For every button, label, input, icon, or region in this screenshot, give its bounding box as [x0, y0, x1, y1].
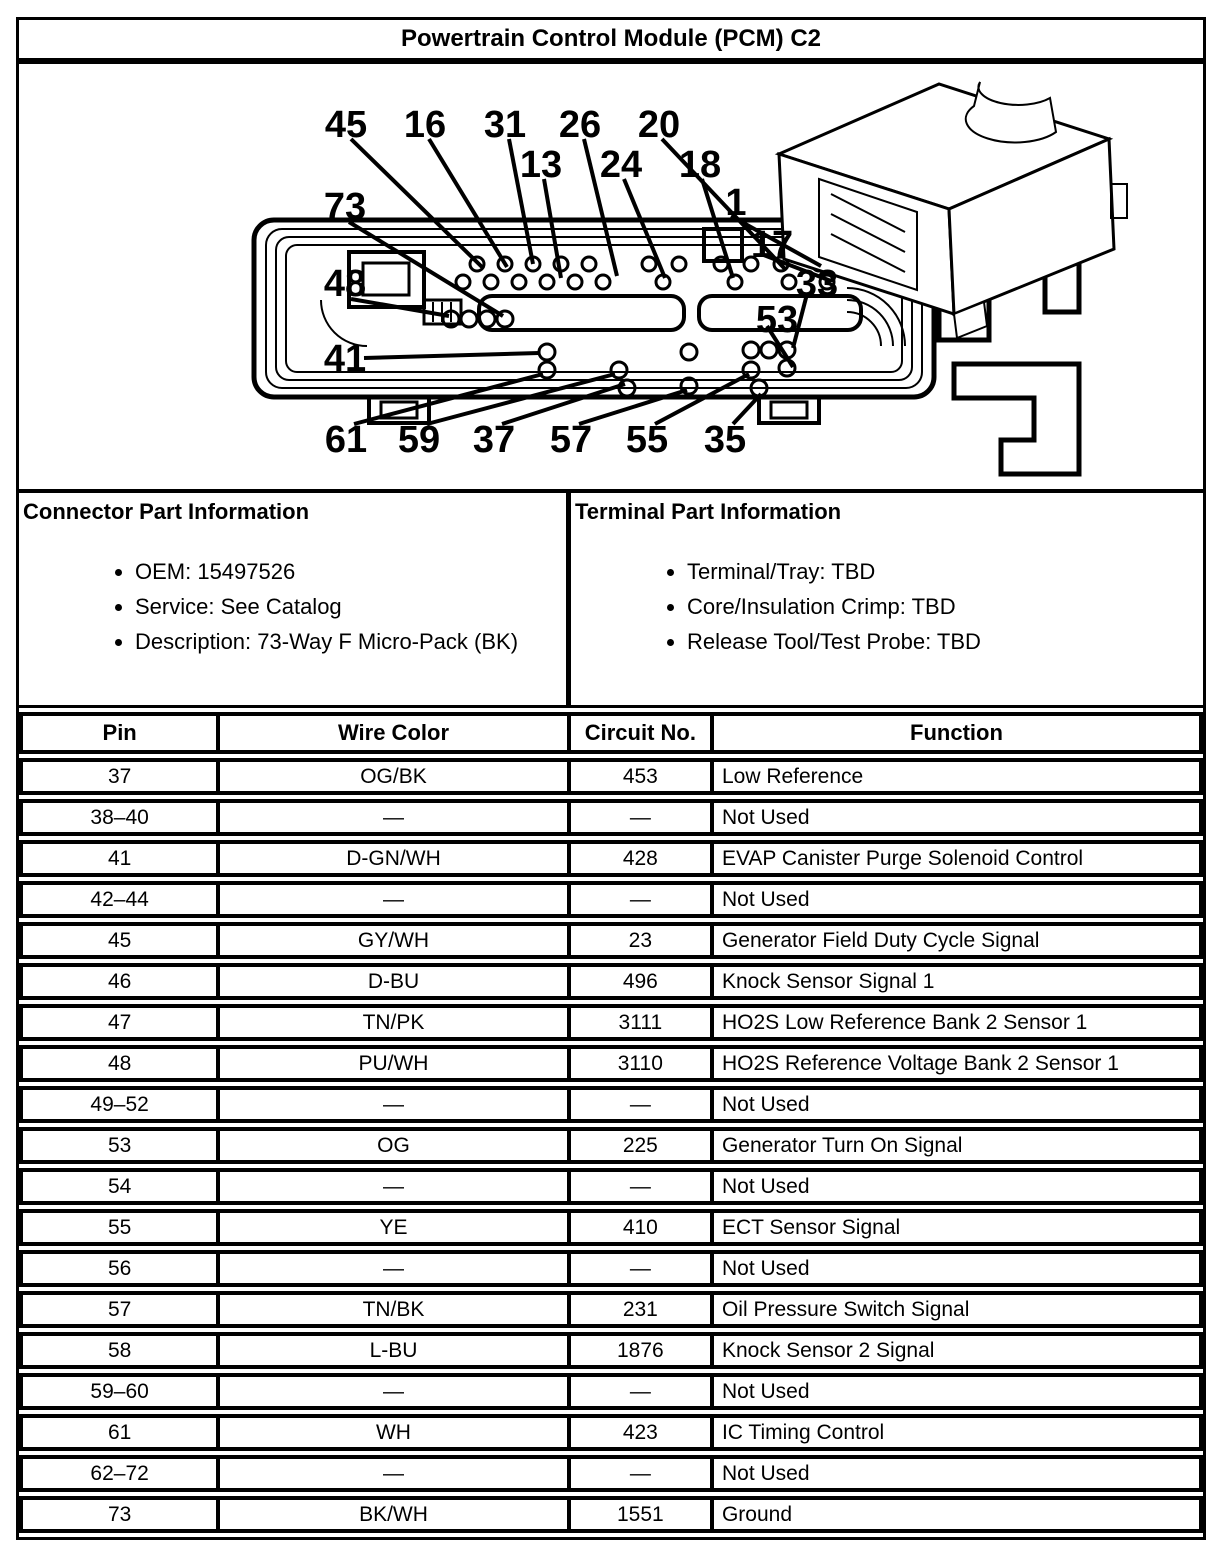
cell-pin: 73 — [19, 1496, 220, 1533]
header-pin: Pin — [19, 712, 220, 754]
table-row — [19, 1168, 1203, 1205]
page-title: Powertrain Control Module (PCM) C2 — [19, 20, 1203, 64]
table-row — [19, 1045, 1203, 1082]
cell-circuit-no: — — [571, 1250, 714, 1287]
cell-pin: 62–72 — [19, 1455, 220, 1492]
cell-function: Knock Sensor 2 Signal — [714, 1332, 1203, 1369]
cell-wire-color: OG/BK — [220, 758, 570, 795]
header-wire-color: Wire Color — [220, 712, 570, 754]
cell-pin: 47 — [19, 1004, 220, 1041]
connector-diagram-section — [19, 64, 1203, 489]
table-row — [19, 799, 1203, 836]
cell-function: Generator Turn On Signal — [714, 1127, 1203, 1164]
info-bullet-item: • OEM: 15497526 — [135, 555, 562, 588]
table-row — [19, 1455, 1203, 1492]
table-row — [19, 758, 1203, 795]
cell-function: Not Used — [714, 1086, 1203, 1123]
cell-function: Not Used — [714, 1168, 1203, 1205]
terminal-part-info-heading: Terminal Part Information — [575, 499, 842, 524]
table-row — [19, 1291, 1203, 1328]
cell-circuit-no: 453 — [571, 758, 714, 795]
table-row — [19, 1004, 1203, 1041]
cell-circuit-no: 1876 — [571, 1332, 714, 1369]
cell-wire-color: YE — [220, 1209, 570, 1246]
cell-function: Not Used — [714, 1373, 1203, 1410]
cell-circuit-no: 225 — [571, 1127, 714, 1164]
cell-wire-color: WH — [220, 1414, 570, 1451]
cell-function: HO2S Reference Voltage Bank 2 Sensor 1 — [714, 1045, 1203, 1082]
cell-function: ECT Sensor Signal — [714, 1209, 1203, 1246]
callout-label: 61 — [324, 419, 368, 461]
cell-wire-color: — — [220, 799, 570, 836]
cell-circuit-no: — — [571, 1455, 714, 1492]
info-bullet-item: • Service: See Catalog — [135, 590, 562, 623]
callout-label: 24 — [599, 144, 643, 186]
cell-function: Not Used — [714, 1455, 1203, 1492]
cell-pin: 54 — [19, 1168, 220, 1205]
connector-face-diagram — [19, 64, 1195, 489]
table-row — [19, 1496, 1203, 1533]
cell-wire-color: D-GN/WH — [220, 840, 570, 877]
cell-wire-color: — — [220, 1455, 570, 1492]
cell-pin: 61 — [19, 1414, 220, 1451]
cell-pin: 49–52 — [19, 1086, 220, 1123]
info-bullet-item: • Release Tool/Test Probe: TBD — [687, 625, 1199, 658]
cell-wire-color: BK/WH — [220, 1496, 570, 1533]
cell-circuit-no: 3110 — [571, 1045, 714, 1082]
info-bullet-item: • Core/Insulation Crimp: TBD — [687, 590, 1199, 623]
callout-label: 20 — [637, 104, 681, 146]
cell-pin: 53 — [19, 1127, 220, 1164]
cell-function: EVAP Canister Purge Solenoid Control — [714, 840, 1203, 877]
cell-function: IC Timing Control — [714, 1414, 1203, 1451]
cell-pin: 41 — [19, 840, 220, 877]
cell-wire-color: PU/WH — [220, 1045, 570, 1082]
terminal-part-info-list — [575, 555, 1199, 658]
cell-wire-color: OG — [220, 1127, 570, 1164]
cell-pin: 46 — [19, 963, 220, 1000]
callout-label: 45 — [324, 104, 368, 146]
manual-page — [16, 17, 1206, 1540]
table-row — [19, 1250, 1203, 1287]
callout-label: 18 — [678, 144, 722, 186]
callout-label: 31 — [483, 104, 527, 146]
connector-part-info-list — [23, 555, 562, 658]
callout-label: 55 — [625, 419, 669, 461]
cell-circuit-no: 1551 — [571, 1496, 714, 1533]
cell-function: Oil Pressure Switch Signal — [714, 1291, 1203, 1328]
cell-wire-color: — — [220, 1086, 570, 1123]
terminal-part-info-box — [571, 493, 1203, 705]
cell-function: Ground — [714, 1496, 1203, 1533]
callout-label: 73 — [323, 186, 367, 228]
callout-label: 59 — [397, 419, 441, 461]
pin-table-body — [19, 758, 1203, 1533]
cell-circuit-no: — — [571, 1086, 714, 1123]
cell-circuit-no: 410 — [571, 1209, 714, 1246]
cell-wire-color: D-BU — [220, 963, 570, 1000]
cell-circuit-no: 496 — [571, 963, 714, 1000]
pinout-table — [19, 708, 1203, 1537]
table-row — [19, 922, 1203, 959]
table-row — [19, 840, 1203, 877]
info-bullet-item: • Description: 73-Way F Micro-Pack (BK) — [135, 625, 562, 658]
callout-label: 13 — [519, 144, 563, 186]
cell-pin: 45 — [19, 922, 220, 959]
cell-wire-color: TN/PK — [220, 1004, 570, 1041]
callout-label: 26 — [558, 104, 602, 146]
header-function: Function — [714, 712, 1203, 754]
cell-function: Knock Sensor Signal 1 — [714, 963, 1203, 1000]
part-info-section — [19, 489, 1203, 705]
table-row — [19, 1086, 1203, 1123]
cell-pin: 48 — [19, 1045, 220, 1082]
connector-part-info-box — [19, 493, 571, 705]
cell-function: HO2S Low Reference Bank 2 Sensor 1 — [714, 1004, 1203, 1041]
cell-wire-color: — — [220, 1168, 570, 1205]
cell-function: Generator Field Duty Cycle Signal — [714, 922, 1203, 959]
table-row — [19, 1127, 1203, 1164]
cell-pin: 59–60 — [19, 1373, 220, 1410]
table-row — [19, 1332, 1203, 1369]
callout-label: 33 — [795, 263, 839, 305]
table-row — [19, 1209, 1203, 1246]
cell-circuit-no: 3111 — [571, 1004, 714, 1041]
callout-label: 17 — [750, 224, 794, 266]
table-row — [19, 963, 1203, 1000]
cell-circuit-no: 23 — [571, 922, 714, 959]
callout-label: 37 — [472, 419, 516, 461]
cell-circuit-no: — — [571, 1168, 714, 1205]
connector-part-info-heading: Connector Part Information — [23, 499, 310, 524]
callout-label: 57 — [549, 419, 593, 461]
cell-wire-color: — — [220, 881, 570, 918]
header-circuit-no: Circuit No. — [571, 712, 714, 754]
cell-pin: 58 — [19, 1332, 220, 1369]
table-row — [19, 881, 1203, 918]
cell-pin: 57 — [19, 1291, 220, 1328]
info-bullet-item: • Terminal/Tray: TBD — [687, 555, 1199, 588]
cell-pin: 55 — [19, 1209, 220, 1246]
cell-function: Not Used — [714, 799, 1203, 836]
cell-function: Low Reference — [714, 758, 1203, 795]
cell-circuit-no: — — [571, 881, 714, 918]
cell-circuit-no: 231 — [571, 1291, 714, 1328]
cell-circuit-no: — — [571, 799, 714, 836]
callout-label: 48 — [323, 263, 367, 305]
cell-circuit-no: 428 — [571, 840, 714, 877]
table-header-row — [19, 712, 1203, 754]
cell-circuit-no: — — [571, 1373, 714, 1410]
callout-label: 35 — [703, 419, 747, 461]
cell-wire-color: L-BU — [220, 1332, 570, 1369]
cell-pin: 56 — [19, 1250, 220, 1287]
callout-label: 53 — [755, 299, 799, 341]
cell-function: Not Used — [714, 1250, 1203, 1287]
cell-pin: 38–40 — [19, 799, 220, 836]
callout-label: 1 — [725, 182, 747, 224]
cell-wire-color: — — [220, 1250, 570, 1287]
pinout-table-section — [19, 705, 1203, 1537]
cell-function: Not Used — [714, 881, 1203, 918]
cell-pin: 37 — [19, 758, 220, 795]
callout-label: 41 — [323, 338, 367, 380]
cell-circuit-no: 423 — [571, 1414, 714, 1451]
cell-pin: 42–44 — [19, 881, 220, 918]
callout-label: 16 — [403, 104, 447, 146]
cell-wire-color: — — [220, 1373, 570, 1410]
table-row — [19, 1373, 1203, 1410]
cell-wire-color: TN/BK — [220, 1291, 570, 1328]
table-row — [19, 1414, 1203, 1451]
cell-wire-color: GY/WH — [220, 922, 570, 959]
